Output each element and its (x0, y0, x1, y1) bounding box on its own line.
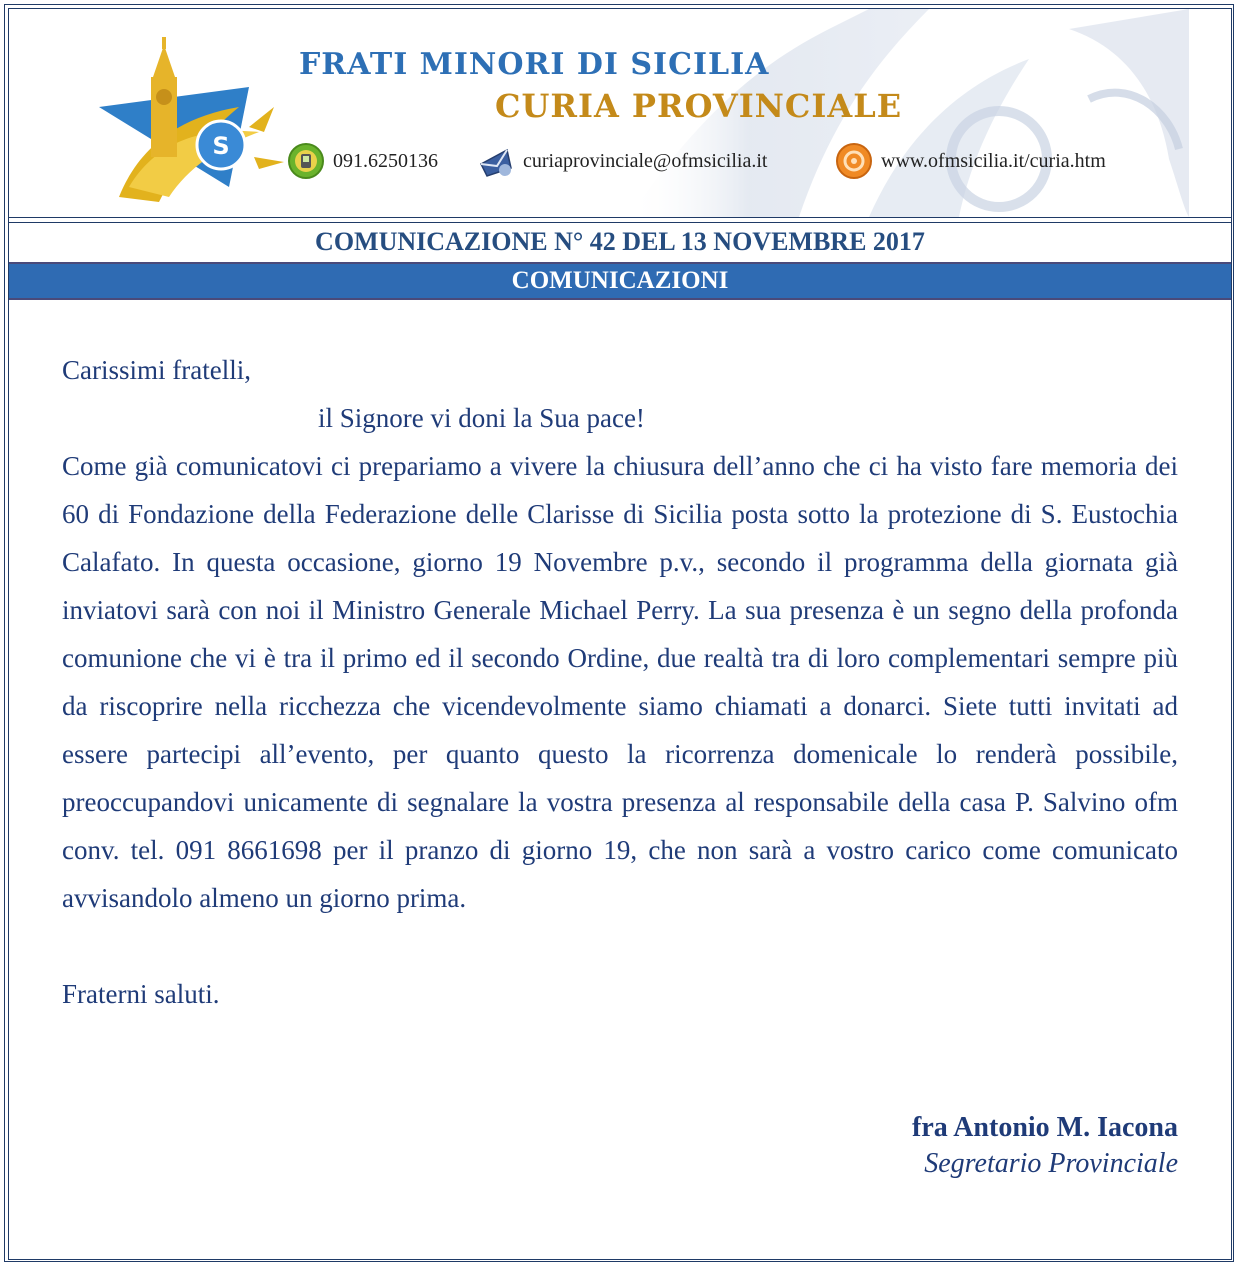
communication-title: COMUNICAZIONE N° 42 DEL 13 NOVEMBRE 2017 (315, 227, 925, 256)
blessing: il Signore vi doni la Sua pace! (318, 403, 645, 433)
curia-title: CURIA PROVINCIALE (495, 87, 903, 125)
signature-name: fra Antonio M. Iacona (912, 1112, 1178, 1143)
phone-number: 091.6250136 (333, 149, 438, 172)
letter-paragraph: Come già comunicatovi ci prepariamo a vivere la chiusura dell’anno che ci ha visto fare memoria dei 60 di Fondazione della Federazione delle Clarisse di Sicilia posta sotto la protezione di S. Eustochia Calafato. In questa occasione, giorno 19 Novembre p.v., secondo il programma della giornata già inviatovi sarà con noi il Ministro Generale Michael Perry. La sua presenza è un segno della profonda comunione che vi è tra il primo ed il secondo Ordine, due realtà tra di loro complementari sempre più da riscoprire nella ricchezza che vicendevolmente siamo chiamati a donarci. Siete tutti invitati ad essere partecipi all’evento, per quanto questo la ricorrenza domenicale lo renderà possibile, preoccupandovi unicamente di segnalare la vostra presenza al responsabile della casa P. Salvino ofm conv. tel. 091 8661698 per il pranzo di giorno 19, che non sarà a vostro carico come comunicato avvisandolo almeno un giorno prima. (62, 451, 1178, 913)
contact-website (835, 141, 1106, 181)
contact-phone (287, 141, 438, 181)
contact-email (477, 141, 767, 181)
section-bar: COMUNICAZIONI (9, 262, 1231, 300)
email-address: curiaprovinciale@ofmsicilia.it (523, 149, 768, 172)
logo-letters: S (212, 132, 230, 160)
franciscan-logo-icon (89, 37, 289, 207)
phone-icon (287, 142, 325, 180)
email-icon (477, 142, 515, 180)
greeting: Carissimi fratelli, (62, 355, 251, 385)
website-url: www.ofmsicilia.it/curia.htm (881, 149, 1106, 172)
letterhead (9, 9, 1231, 217)
header-divider-bottom (9, 222, 1231, 223)
header-divider-top (9, 217, 1231, 218)
website-icon (835, 142, 873, 180)
letter-body (62, 346, 1178, 1018)
order-title: FRATI MINORI DI SICILIA (299, 47, 770, 82)
signature-role: Segretario Provinciale (924, 1148, 1178, 1179)
closing: Fraterni saluti. (62, 979, 220, 1009)
signature-block (912, 1110, 1178, 1182)
